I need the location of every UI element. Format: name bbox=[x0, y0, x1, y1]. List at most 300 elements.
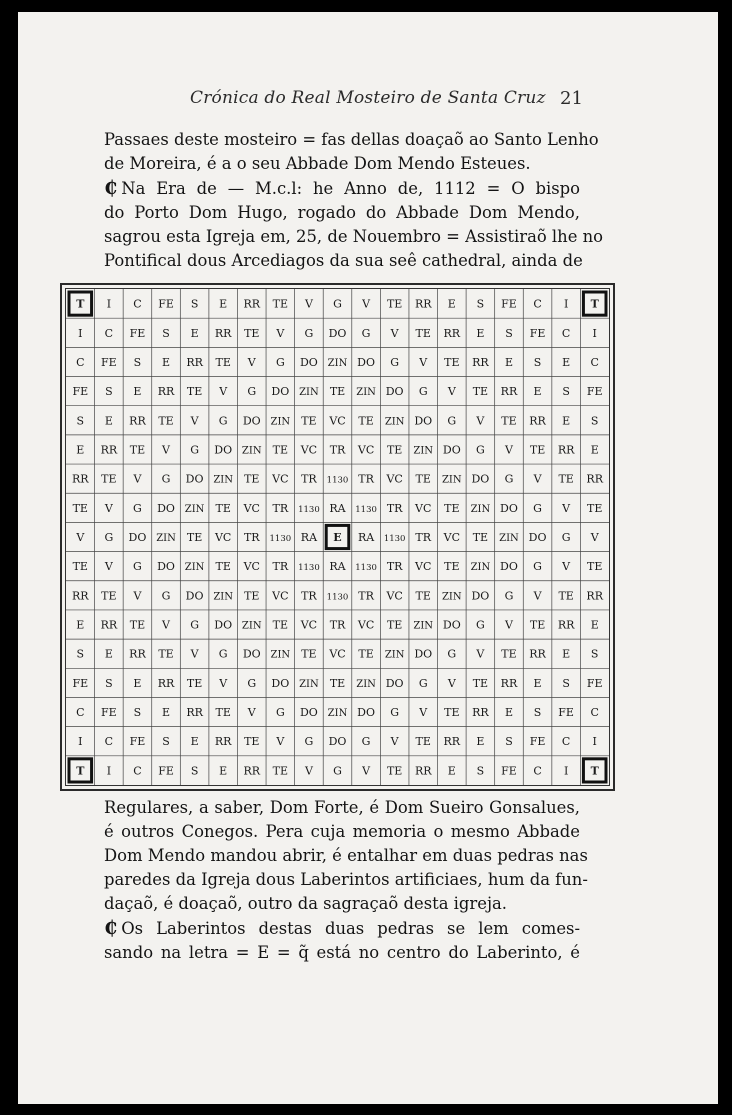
labyrinth-cell-text: E bbox=[162, 355, 171, 369]
labyrinth-cell-text: G bbox=[190, 443, 200, 457]
labyrinth-cell-text: V bbox=[104, 560, 113, 574]
labyrinth-cell-text: RR bbox=[72, 589, 89, 603]
labyrinth-cell-text: RR bbox=[214, 735, 232, 749]
labyrinth-cell-text: VC bbox=[272, 472, 289, 486]
labyrinth-cell-text: 1130 bbox=[355, 504, 377, 515]
labyrinth-cell-text: I bbox=[106, 297, 112, 311]
text-line: sagrou esta Igreja em, 25, de Nouembro = Assistiraõ lhe no bbox=[104, 227, 604, 246]
labyrinth-cell-text: C bbox=[133, 764, 142, 778]
labyrinth-cell-text: DO bbox=[471, 472, 490, 486]
labyrinth-cell-text: G bbox=[361, 735, 371, 749]
labyrinth-cell-text: FE bbox=[586, 676, 603, 690]
labyrinth-cell-text: 1130 bbox=[298, 563, 320, 574]
labyrinth-cell-text: DO bbox=[357, 706, 376, 720]
labyrinth-cell-text: I bbox=[563, 764, 569, 778]
labyrinth-cell-text: E bbox=[562, 355, 571, 369]
labyrinth-cell-text: RR bbox=[214, 326, 232, 340]
labyrinth-cell-text: I bbox=[78, 326, 83, 340]
text-line: de Moreira, é a o seu Abbade Dom Mendo Esteues. bbox=[104, 154, 531, 173]
labyrinth-cell-text: ZIN bbox=[327, 357, 348, 369]
text-line: Passaes deste mosteiro = fas dellas doaçaõ ao Santo Lenho bbox=[104, 130, 599, 149]
labyrinth-cell-text: RR bbox=[529, 414, 546, 428]
labyrinth-cell-text: C bbox=[590, 706, 599, 720]
labyrinth-cell-text: V bbox=[390, 735, 399, 749]
text-line: Regulares, a saber, Dom Forte, é Dom Sueiro Gonsalues, bbox=[104, 798, 580, 817]
labyrinth-cell-text: DO bbox=[442, 618, 461, 632]
labyrinth-cell-text: ZIN bbox=[213, 474, 234, 486]
labyrinth-cell-text: G bbox=[133, 501, 142, 515]
labyrinth-cell-text: ZIN bbox=[441, 474, 462, 486]
labyrinth-cell-text: ZIN bbox=[384, 416, 405, 428]
labyrinth-cell-text: TE bbox=[72, 501, 88, 515]
labyrinth-cell-text: TE bbox=[329, 385, 346, 399]
paragraph-mark-icon: ₵ bbox=[104, 177, 118, 199]
labyrinth-cell-text: DO bbox=[185, 472, 204, 486]
labyrinth-cell-text: G bbox=[161, 472, 171, 486]
text-line: daçaõ, é doaçaõ, outro da sagraçaõ desta igreja. bbox=[104, 894, 508, 913]
labyrinth-cell-text: S bbox=[190, 764, 199, 778]
labyrinth-cell-text: VC bbox=[357, 443, 375, 457]
labyrinth-cell-text: G bbox=[533, 560, 542, 574]
labyrinth-cell-text: E bbox=[133, 385, 142, 399]
labyrinth-cell-text: C bbox=[76, 706, 85, 720]
labyrinth-cell-text: V bbox=[133, 472, 142, 486]
labyrinth-cell-text: ZIN bbox=[327, 708, 348, 720]
labyrinth-cell-text: VC bbox=[300, 443, 318, 457]
labyrinth-cell-text: 1130 bbox=[383, 534, 406, 544]
labyrinth-cell-text: 1130 bbox=[269, 534, 292, 544]
labyrinth-cell-text: V bbox=[304, 764, 313, 778]
labyrinth-cell-text: TE bbox=[415, 472, 431, 486]
labyrinth-cell-text: ZIN bbox=[184, 503, 205, 515]
labyrinth-cell-text: I bbox=[563, 297, 569, 311]
labyrinth-cell-text: TR bbox=[243, 531, 260, 544]
labyrinth-cell-text: V bbox=[247, 355, 256, 369]
labyrinth-cell-text: ZIN bbox=[356, 387, 376, 399]
labyrinth-cell-text: TR bbox=[272, 560, 289, 574]
labyrinth-cell-text: RR bbox=[186, 355, 203, 369]
labyrinth-cell-text: TR bbox=[358, 589, 374, 603]
labyrinth-cell-text: V bbox=[162, 443, 171, 457]
labyrinth-cell-text: TE bbox=[186, 385, 203, 399]
labyrinth-cell-text: E bbox=[104, 414, 113, 428]
labyrinth-cell-text: G bbox=[304, 735, 314, 749]
labyrinth-cell-text: TE bbox=[301, 414, 317, 428]
labyrinth-cell-text: V bbox=[190, 647, 199, 661]
labyrinth-cell-text: FE bbox=[72, 385, 89, 399]
labyrinth-cell-text: TR bbox=[386, 560, 403, 574]
labyrinth-cell-text: T bbox=[590, 297, 599, 311]
labyrinth-cell-text: VC bbox=[329, 414, 346, 428]
labyrinth-cell-text: VC bbox=[357, 618, 375, 632]
labyrinth-cell-text: S bbox=[562, 385, 570, 399]
labyrinth-cell-text: G bbox=[447, 414, 457, 428]
labyrinth-cell-text: V bbox=[419, 706, 428, 720]
labyrinth-cell-text: DO bbox=[357, 355, 376, 369]
text-line: Pontifical dous Arcediagos da sua seê cathedral, ainda de bbox=[104, 251, 583, 270]
labyrinth-cell-text: DO bbox=[214, 618, 233, 632]
labyrinth-cell-text: G bbox=[190, 618, 200, 632]
labyrinth-cell-text: TE bbox=[444, 560, 460, 574]
labyrinth-cell-text: DO bbox=[157, 501, 175, 515]
labyrinth-cell-text: TE bbox=[501, 414, 517, 428]
labyrinth-cell-text: TE bbox=[101, 472, 117, 486]
labyrinth-cell-text: E bbox=[504, 355, 513, 369]
labyrinth-cell-text: E bbox=[219, 764, 228, 778]
labyrinth-cell-text: TR bbox=[272, 501, 289, 515]
labyrinth-cell-text: TE bbox=[272, 297, 289, 311]
labyrinth-cell-text: RR bbox=[72, 472, 89, 486]
labyrinth-cell-text: E bbox=[562, 414, 571, 428]
labyrinth-cell-text: 1130 bbox=[326, 592, 349, 603]
labyrinth-cell-text: S bbox=[533, 355, 542, 369]
labyrinth-cell-text: T bbox=[76, 297, 85, 311]
labyrinth-cell-text: V bbox=[76, 531, 85, 544]
labyrinth-cell-text: S bbox=[133, 355, 142, 369]
labyrinth-cell-text: FE bbox=[129, 735, 146, 749]
labyrinth-cell-text: E bbox=[76, 443, 85, 457]
labyrinth-cell-text: TE bbox=[358, 647, 374, 661]
labyrinth-cell-text: E bbox=[562, 647, 571, 661]
labyrinth-cell-text: TE bbox=[444, 501, 460, 515]
labyrinth-cell-text: RR bbox=[129, 647, 146, 661]
labyrinth-cell-text: E bbox=[219, 297, 228, 311]
text-line bbox=[104, 916, 580, 941]
labyrinth-cell-text: FE bbox=[158, 297, 174, 311]
labyrinth-cell-text: I bbox=[592, 735, 597, 749]
labyrinth-cell-text: E bbox=[533, 385, 542, 399]
labyrinth-cell-text: VC bbox=[386, 472, 403, 486]
labyrinth-cell-text: TR bbox=[415, 531, 432, 544]
labyrinth-cell-text: G bbox=[504, 472, 514, 486]
labyrinth-cell-text: TE bbox=[244, 589, 260, 603]
labyrinth-cell-text: TE bbox=[587, 501, 603, 515]
labyrinth-cell-text: ZIN bbox=[441, 591, 462, 603]
labyrinth-cell-text: V bbox=[304, 297, 313, 311]
labyrinth-cell-text: G bbox=[333, 297, 342, 311]
labyrinth-cell-text: V bbox=[390, 326, 399, 340]
paragraph-mark-icon: ₵ bbox=[104, 917, 118, 939]
labyrinth-cell-text: TE bbox=[215, 560, 231, 574]
labyrinth-cell-text: FE bbox=[101, 706, 117, 720]
labyrinth-cell-text: V bbox=[562, 560, 571, 574]
labyrinth-cell-text: VC bbox=[300, 618, 318, 632]
labyrinth-cell-text: V bbox=[362, 764, 371, 778]
text-line: é outros Conegos. Pera cuja memoria o mesmo Abbade bbox=[104, 822, 580, 841]
labyrinth-cell-text: G bbox=[561, 531, 571, 544]
labyrinth-cell-text: TE bbox=[244, 326, 260, 340]
labyrinth-cell-text: DO bbox=[385, 676, 404, 690]
labyrinth-cell-text: TE bbox=[386, 443, 403, 457]
labyrinth-cell-text: C bbox=[76, 355, 85, 369]
bottom-text-block bbox=[104, 796, 588, 965]
labyrinth-cell-text: RR bbox=[443, 735, 461, 749]
labyrinth-cell-text: DO bbox=[214, 443, 233, 457]
labyrinth-cell-text: C bbox=[533, 764, 542, 778]
labyrinth-cell-text: G bbox=[418, 676, 428, 690]
labyrinth-cell-text: S bbox=[133, 706, 142, 720]
labyrinth-cell-text: I bbox=[106, 764, 112, 778]
labyrinth-cell-text: DO bbox=[271, 676, 290, 690]
labyrinth-cell-text: TE bbox=[386, 764, 403, 778]
labyrinth-cell-text: G bbox=[361, 326, 371, 340]
labyrinth-cell-text: G bbox=[475, 618, 485, 632]
labyrinth-cell-text: G bbox=[161, 589, 171, 603]
labyrinth-cell-text: V bbox=[476, 647, 485, 661]
labyrinth-cell-text: E bbox=[504, 706, 513, 720]
labyrinth-cell-text: G bbox=[247, 385, 257, 399]
labyrinth-cell-text: FE bbox=[129, 326, 146, 340]
labyrinth-cell-text: FE bbox=[529, 326, 546, 340]
labyrinth-cell-text: DO bbox=[157, 560, 175, 574]
labyrinth-cell-text: TE bbox=[329, 676, 346, 690]
labyrinth-cell-text: V bbox=[276, 735, 285, 749]
labyrinth-cell-text: E bbox=[162, 706, 171, 720]
labyrinth-cell-text: G bbox=[390, 706, 400, 720]
labyrinth-cell-text: TE bbox=[101, 589, 117, 603]
labyrinth-cell-text: S bbox=[105, 385, 113, 399]
labyrinth-cell-text: S bbox=[162, 326, 170, 340]
labyrinth-cell-text: DO bbox=[442, 443, 461, 457]
labyrinth-cell-text: FE bbox=[501, 297, 517, 311]
labyrinth-cell-text: C bbox=[561, 735, 571, 749]
text-line: sando na letra = E = q̃ está no centro do Laberinto, é bbox=[104, 943, 580, 962]
labyrinth-cell-text: FE bbox=[158, 764, 174, 778]
labyrinth-cell-text: FE bbox=[558, 706, 574, 720]
labyrinth-cell-text: DO bbox=[328, 326, 347, 340]
labyrinth-cell-text: G bbox=[333, 764, 342, 778]
labyrinth-cell-text: TE bbox=[272, 443, 289, 457]
labyrinth-cell-text: G bbox=[247, 676, 257, 690]
labyrinth-cell-text: ZIN bbox=[356, 678, 376, 690]
labyrinth-cell-text: S bbox=[105, 676, 113, 690]
labyrinth-cell-text: TE bbox=[472, 531, 489, 544]
labyrinth-cell-text: ZIN bbox=[184, 562, 205, 574]
labyrinth-cell-text: TE bbox=[129, 443, 146, 457]
labyrinth-cell-text: TE bbox=[444, 706, 460, 720]
labyrinth-cell-text: TE bbox=[529, 618, 546, 632]
labyrinth-cell-text: DO bbox=[414, 647, 433, 661]
labyrinth-cell-text: E bbox=[333, 531, 342, 544]
labyrinth-cell-text: C bbox=[133, 297, 142, 311]
labyrinth-cell-text: C bbox=[104, 326, 114, 340]
labyrinth-cell-text: ZIN bbox=[270, 649, 291, 661]
text-line: do Porto Dom Hugo, rogado do Abbade Dom Mendo, bbox=[104, 203, 580, 222]
labyrinth-cell-text: E bbox=[133, 676, 142, 690]
labyrinth-cell-text: RR bbox=[500, 676, 518, 690]
labyrinth-cell-text: C bbox=[561, 326, 571, 340]
labyrinth-cell-text: FE bbox=[501, 764, 517, 778]
labyrinth-cell-text: S bbox=[76, 647, 85, 661]
labyrinth-cell-text: RA bbox=[329, 501, 346, 515]
labyrinth-cell-text: E bbox=[104, 647, 113, 661]
labyrinth-cell-text: 1130 bbox=[355, 563, 377, 574]
labyrinth-cell-text: VC bbox=[329, 647, 346, 661]
labyrinth-cell-text: TE bbox=[129, 618, 146, 632]
labyrinth-cell-text: V bbox=[562, 501, 571, 515]
labyrinth-cell-text: RR bbox=[243, 297, 261, 311]
labyrinth-cell-text: TE bbox=[386, 618, 403, 632]
labyrinth-cell-text: G bbox=[390, 355, 400, 369]
labyrinth-cell-text: TE bbox=[415, 589, 431, 603]
labyrinth-cell-text: VC bbox=[386, 589, 403, 603]
labyrinth-cell-text: C bbox=[590, 355, 599, 369]
labyrinth-cell-text: TE bbox=[72, 560, 88, 574]
page-number: 21 bbox=[560, 88, 583, 109]
labyrinth-cell-text: DO bbox=[528, 531, 547, 544]
labyrinth-cell-text: S bbox=[505, 735, 513, 749]
labyrinth-cell-text: DO bbox=[471, 589, 490, 603]
labyrinth-cell-text: FE bbox=[586, 385, 603, 399]
labyrinth-cell-text: VC bbox=[243, 560, 260, 574]
labyrinth-cell-text: TE bbox=[215, 355, 231, 369]
labyrinth-cell-text: TE bbox=[415, 326, 431, 340]
labyrinth-cell-text: ZIN bbox=[413, 620, 434, 632]
labyrinth-cell-text: RR bbox=[414, 297, 432, 311]
labyrinth-cell-text: S bbox=[476, 764, 485, 778]
labyrinth-cell-text: DO bbox=[242, 414, 261, 428]
labyrinth-cell-text: G bbox=[218, 414, 228, 428]
labyrinth-cell-text: TR bbox=[329, 443, 346, 457]
labyrinth-cell-text: S bbox=[505, 326, 513, 340]
labyrinth-cell-text: VC bbox=[443, 531, 461, 544]
labyrinth-cell-text: DO bbox=[299, 706, 318, 720]
labyrinth-cell-text: I bbox=[592, 326, 597, 340]
labyrinth-cell-text: RR bbox=[472, 355, 489, 369]
labyrinth-cell-text: V bbox=[419, 355, 428, 369]
labyrinth-cell-text: RR bbox=[586, 589, 603, 603]
labyrinth-cell-text: TR bbox=[329, 618, 346, 632]
labyrinth-cell-text: RR bbox=[157, 385, 175, 399]
labyrinth-cell-text: ZIN bbox=[241, 445, 262, 457]
labyrinth-cell-text: TR bbox=[301, 472, 317, 486]
labyrinth-cell-text: E bbox=[590, 443, 599, 457]
labyrinth-cell-text: RA bbox=[300, 531, 318, 544]
labyrinth-cell-text: E bbox=[76, 618, 85, 632]
labyrinth-cell-text: V bbox=[590, 531, 599, 544]
labyrinth-cell-text: I bbox=[78, 735, 83, 749]
labyrinth-cell-text: G bbox=[275, 706, 285, 720]
labyrinth-cell-text: TE bbox=[186, 676, 203, 690]
labyrinth-cell-text: C bbox=[104, 735, 114, 749]
labyrinth-cell-text: TE bbox=[244, 472, 260, 486]
labyrinth-cell-text: ZIN bbox=[470, 503, 491, 515]
labyrinth-cell-text: VC bbox=[214, 531, 232, 544]
labyrinth-cell-text: TE bbox=[215, 706, 231, 720]
labyrinth-cell-text: VC bbox=[415, 560, 432, 574]
labyrinth-cell-text: TE bbox=[472, 676, 489, 690]
labyrinth-cell-text: E bbox=[476, 326, 485, 340]
labyrinth-cell-text: G bbox=[504, 589, 514, 603]
labyrinth-cell-text: V bbox=[133, 589, 142, 603]
labyrinth-cell-text: RR bbox=[557, 618, 575, 632]
labyrinth-cell-text: DO bbox=[271, 385, 290, 399]
labyrinth-cell-text: V bbox=[276, 326, 285, 340]
labyrinth-cell-text: G bbox=[304, 326, 314, 340]
labyrinth-cell-text: T bbox=[76, 764, 85, 778]
labyrinth-cell-text: RR bbox=[443, 326, 461, 340]
labyrinth-cell-text: RR bbox=[100, 443, 118, 457]
labyrinth-cell-text: ZIN bbox=[241, 620, 262, 632]
text-line: paredes da Igreja dous Laberintos artificiaes, hum da fun- bbox=[104, 870, 588, 889]
text-line: Dom Mendo mandou abrir, é entalhar em duas pedras nas bbox=[104, 846, 588, 865]
labyrinth-cell-text: TE bbox=[501, 647, 517, 661]
labyrinth-cell-text: TE bbox=[444, 355, 460, 369]
labyrinth-cell-text: TE bbox=[186, 531, 203, 544]
labyrinth-cell-text: TE bbox=[272, 764, 289, 778]
labyrinth-cell-text: E bbox=[190, 326, 199, 340]
labyrinth-cell-text: ZIN bbox=[299, 387, 319, 399]
labyrinth-cell-text: TE bbox=[215, 501, 231, 515]
text-line-content: Os Laberintos destas duas pedras se lem comes- bbox=[121, 919, 580, 938]
labyrinth-cell-text: E bbox=[533, 676, 542, 690]
labyrinth-cell-text: TE bbox=[587, 560, 603, 574]
labyrinth-cell-text: V bbox=[162, 618, 171, 632]
labyrinth-cell-text: RR bbox=[472, 706, 489, 720]
labyrinth-cell-text: DO bbox=[500, 501, 518, 515]
labyrinth-cell-text: DO bbox=[242, 647, 261, 661]
labyrinth-cell-text: RR bbox=[414, 764, 432, 778]
labyrinth-cell-text: DO bbox=[500, 560, 518, 574]
labyrinth-cell-text: DO bbox=[385, 385, 404, 399]
labyrinth-cell-text: FE bbox=[529, 735, 546, 749]
labyrinth-cell-text: ZIN bbox=[299, 678, 319, 690]
labyrinth-cell-text: S bbox=[190, 297, 199, 311]
labyrinth-cell-text: G bbox=[447, 647, 457, 661]
labyrinth-cell-text: ZIN bbox=[384, 649, 405, 661]
labyrinth-cell-text: ZIN bbox=[470, 562, 491, 574]
running-head-title: Crónica do Real Mosteiro de Santa Cruz bbox=[190, 88, 546, 108]
labyrinth-cell-text: V bbox=[447, 676, 456, 690]
labyrinth-cell-text: ZIN bbox=[413, 445, 434, 457]
labyrinth-cell-text: ZIN bbox=[213, 591, 234, 603]
labyrinth-cell-text: VC bbox=[415, 501, 432, 515]
labyrinth-cell-text: RR bbox=[529, 647, 546, 661]
labyrinth-cell-text: RA bbox=[357, 531, 375, 544]
labyrinth-cell-text: S bbox=[76, 414, 85, 428]
labyrinth-cell-text: S bbox=[533, 706, 542, 720]
labyrinth-cell-text: DO bbox=[299, 355, 318, 369]
labyrinth-cell-text: V bbox=[504, 443, 513, 457]
labyrinth-cell-text: DO bbox=[414, 414, 433, 428]
labyrinth-cell-text: DO bbox=[328, 735, 347, 749]
labyrinth-cell-text: TR bbox=[386, 501, 403, 515]
labyrinth-cell-text: S bbox=[590, 647, 599, 661]
labyrinth-cell-text: V bbox=[476, 414, 485, 428]
labyrinth-cell-text: 1130 bbox=[298, 504, 320, 515]
labyrinth-cell-text: TE bbox=[472, 385, 489, 399]
labyrinth-cell-text: G bbox=[218, 647, 228, 661]
labyrinth-cell-text: V bbox=[533, 589, 542, 603]
labyrinth-cell-text: E bbox=[476, 735, 485, 749]
labyrinth-cell-text: V bbox=[447, 385, 456, 399]
labyrinth-cell-text: E bbox=[447, 764, 456, 778]
text-line-content: Na Era de — M.c.l: he Anno de, 1112 = O bispo bbox=[121, 179, 580, 198]
labyrinth-cell-text: TE bbox=[244, 735, 260, 749]
labyrinth-cell-text: 1130 bbox=[326, 475, 349, 486]
labyrinth-cell-text: TE bbox=[358, 414, 374, 428]
labyrinth-cell-text: V bbox=[219, 385, 228, 399]
labyrinth-cell-text: TR bbox=[301, 589, 317, 603]
labyrinth-cell-text: RR bbox=[243, 764, 261, 778]
labyrinth-cell-text: V bbox=[247, 706, 256, 720]
labyrinth-cell-text: S bbox=[562, 676, 570, 690]
labyrinth-cell-text: ZIN bbox=[499, 533, 519, 544]
labyrinth-cell-text: ZIN bbox=[156, 533, 176, 544]
labyrinth-cell-text: TE bbox=[386, 297, 403, 311]
labyrinth-cell-text: V bbox=[104, 501, 113, 515]
labyrinth-cell-text: VC bbox=[243, 501, 260, 515]
